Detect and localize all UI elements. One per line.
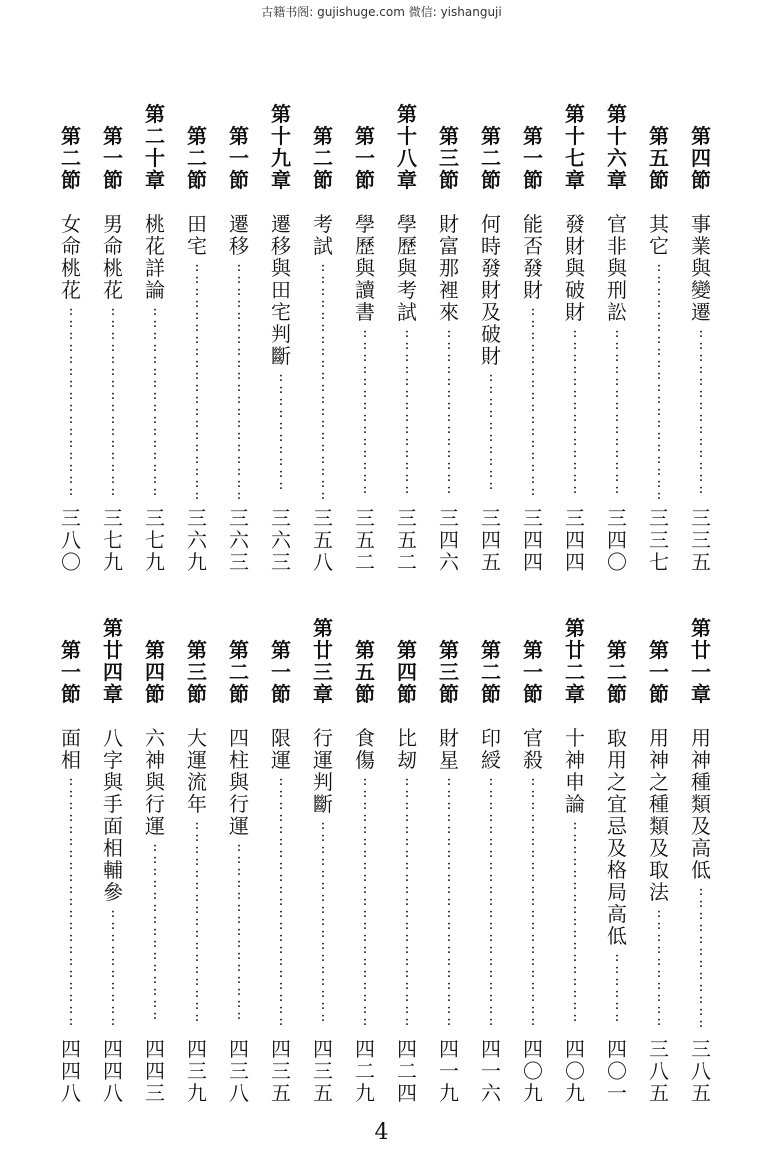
leader-dots: : : : : : : : : : :: [110, 907, 116, 1029]
toc-entry-label: 第 廿 一 章: [691, 616, 711, 706]
toc-entry-label: 第 二 節: [187, 124, 207, 192]
leader-dots: : : : : : : : : : : : : : : : : :: [572, 819, 578, 1025]
toc-entry-label: 第 一 節: [523, 124, 543, 192]
toc-entry-page: 四 四 八: [103, 1037, 123, 1105]
toc-entry[interactable]: [56, 617, 86, 1104]
toc-entry[interactable]: [266, 103, 296, 573]
toc-entry-title: 財 富 那 裡 來: [439, 212, 459, 324]
leader-dots: : : : : : : : : : : : : : : : : : : : : :: [446, 775, 452, 1029]
toc-entry-page: 三 六 三: [271, 506, 291, 574]
toc-entry-label: 第 一 節: [103, 124, 123, 192]
toc-entry-label: 第 二 節: [481, 638, 501, 706]
toc-entry-label: 第 一 節: [649, 638, 669, 706]
toc-entry-label: 第 二 節: [61, 124, 81, 192]
toc-entry-page: 四 〇 九: [565, 1037, 585, 1105]
toc-entry-page: 三 六 三: [229, 506, 249, 574]
leader-dots: : : : : : : : : : : : : : : :: [152, 841, 158, 1023]
toc-entry-title: 男 命 桃 花: [103, 212, 123, 302]
toc-entry-page: 四 一 九: [439, 1037, 459, 1105]
leader-dots: : : : : : : : : : : : : : : : : : : : : :: [488, 775, 494, 1029]
toc-entry-label: 第 廿 三 章: [313, 616, 333, 706]
toc-entry-label: 第 二 節: [313, 124, 333, 192]
toc-entry-title: 八 字 與 手 面 相 輔 參: [103, 726, 123, 904]
page-number: 4: [374, 1120, 389, 1145]
toc-entry[interactable]: [602, 617, 632, 1104]
toc-entry-label: 第 三 節: [187, 638, 207, 706]
toc-entry-title: 用 神 種 類 及 高 低: [691, 726, 711, 882]
leader-dots: : : : : : : : : : : : : : : : :: [68, 305, 74, 499]
toc-entry-label: 第 十 六 章: [607, 102, 627, 192]
toc-entry-label: 第 二 節: [481, 124, 501, 192]
toc-entry-title: 限 運: [271, 726, 291, 772]
toc-entry-title: 事 業 與 變 遷: [691, 212, 711, 324]
toc-entry-page: 三 六 九: [187, 506, 207, 574]
toc-entry-title: 能 否 發 財: [523, 212, 543, 302]
toc-entry-label: 第 五 節: [355, 638, 375, 706]
toc-entry-label: 第 三 節: [439, 124, 459, 192]
toc-entry[interactable]: [434, 103, 464, 573]
toc-entry[interactable]: [224, 617, 254, 1104]
leader-dots: : : : : : : : : : : : : : : : : : : : : :: [404, 775, 410, 1029]
toc-entry-label: 第 十 八 章: [397, 102, 417, 192]
toc-entry[interactable]: [140, 103, 170, 573]
toc-entry[interactable]: [224, 103, 254, 573]
toc-entry-page: 三 五 八: [313, 506, 333, 574]
toc-entry-label: 第 一 節: [229, 124, 249, 192]
toc-entry-page: 四 三 五: [271, 1037, 291, 1105]
toc-entry[interactable]: [308, 103, 338, 573]
toc-entry-page: 四 三 九: [187, 1037, 207, 1105]
leader-dots: : : : : : : : : : : : : : : : : : : : :: [320, 261, 326, 501]
toc-entry-page: 四 三 八: [229, 1037, 249, 1105]
leader-dots: : : : : : :: [614, 951, 620, 1025]
toc-entry-page: 三 四 〇: [607, 506, 627, 574]
toc-entry-label: 第 四 節: [397, 638, 417, 706]
toc-entry-title: 何 時 發 財 及 破 財: [481, 212, 501, 368]
toc-entry-title: 六 神 與 行 運: [145, 726, 165, 838]
leader-dots: : : : : : : : : : : : : : : : : : : : : :: [530, 775, 536, 1029]
leader-dots: : : : : : : : : : :: [656, 907, 662, 1029]
toc-entry-title: 面 相: [61, 726, 81, 772]
toc-entry-label: 第 十 七 章: [565, 102, 585, 192]
toc-entry[interactable]: [392, 103, 422, 573]
leader-dots: : : : : : : : : : : : : : : : :: [110, 305, 116, 499]
toc-entry-page: 三 四 五: [481, 506, 501, 574]
toc-entry-page: 三 七 九: [145, 506, 165, 574]
toc-entry-title: 田 宅: [187, 212, 207, 258]
toc-entry[interactable]: [644, 103, 674, 573]
toc-entry-page: 三 八 五: [649, 1037, 669, 1105]
toc-entry-title: 用 神 之 種 類 及 取 法: [649, 726, 669, 904]
leader-dots: : : : : : : : : : : : : : :: [572, 327, 578, 497]
toc-entry-page: 三 五 二: [355, 506, 375, 574]
toc-entry-title: 桃 花 詳 論: [145, 212, 165, 302]
toc-entry-page: 三 四 四: [523, 506, 543, 574]
toc-entry[interactable]: [392, 617, 422, 1104]
leader-dots: : : : : : : : : : : : : : : : : : : : : :: [278, 775, 284, 1029]
toc-entry-title: 財 星: [439, 726, 459, 772]
toc-entry-label: 第 一 節: [271, 638, 291, 706]
leader-dots: : : : : : : : : : : : : : :: [698, 327, 704, 497]
leader-dots: : : : : : : : : : : : : : : : : : : : : :: [362, 775, 368, 1029]
toc-entry-title: 印 綬: [481, 726, 501, 772]
toc-entry-page: 三 七 九: [103, 506, 123, 574]
toc-entry-label: 第 一 節: [355, 124, 375, 192]
toc-entry[interactable]: [560, 103, 590, 573]
toc-entry-page: 四 三 五: [313, 1037, 333, 1105]
toc-entry-title: 其 它: [649, 212, 669, 258]
leader-dots: : : : : : : : : : :: [278, 371, 284, 493]
toc-entry-title: 大 運 流 年: [187, 726, 207, 816]
toc-entry[interactable]: [350, 103, 380, 573]
toc-entry-page: 四 一 六: [481, 1037, 501, 1105]
toc-entry-label: 第 四 節: [145, 638, 165, 706]
toc-entry-title: 官 殺: [523, 726, 543, 772]
toc-entry-title: 遷 移: [229, 212, 249, 258]
toc-entry-label: 第 一 節: [61, 638, 81, 706]
toc-entry-page: 三 三 七: [649, 506, 669, 574]
toc-entry[interactable]: [560, 617, 590, 1104]
toc-entry-title: 考 試: [313, 212, 333, 258]
toc-entry-title: 取 用 之 宜 忌 及 格 局 高 低: [607, 726, 627, 948]
toc-entry[interactable]: [98, 103, 128, 573]
toc-entry-title: 比 刼: [397, 726, 417, 772]
toc-entry-page: 四 〇 一: [607, 1037, 627, 1105]
toc-block-top: [56, 103, 716, 573]
leader-dots: : : : : : : : : : : : : : : : : : : : :: [656, 261, 662, 501]
toc-entry-label: 第 二 節: [229, 638, 249, 706]
toc-entry[interactable]: [308, 617, 338, 1104]
toc-block-bottom: [56, 617, 716, 1104]
toc-entry[interactable]: [182, 617, 212, 1104]
leader-dots: : : : : : : : : : : : : : : : : :: [320, 819, 326, 1025]
toc-entry[interactable]: [98, 617, 128, 1104]
toc-entry-label: 第 五 節: [649, 124, 669, 192]
toc-entry-title: 四 柱 與 行 運: [229, 726, 249, 838]
watermark: 古籍书阁: gujishuge.com 微信: yishanguji: [261, 5, 502, 19]
toc-entry-page: 三 三 五: [691, 506, 711, 574]
leader-dots: : : : : : : : : : : : :: [698, 885, 704, 1031]
toc-entry-page: 四 二 九: [355, 1037, 375, 1105]
toc-entry-page: 三 五 二: [397, 506, 417, 574]
toc-entry-title: 行 運 判 斷: [313, 726, 333, 816]
leader-dots: : : : : : : : : : : : : : :: [362, 327, 368, 497]
toc-entry-page: 三 四 四: [565, 506, 585, 574]
toc-entry-label: 第 二 節: [607, 638, 627, 706]
toc-entry[interactable]: [182, 103, 212, 573]
toc-entry-page: 四 〇 九: [523, 1037, 543, 1105]
leader-dots: : : : : : : : : : : : : : :: [446, 327, 452, 497]
toc-entry-title: 遷 移 與 田 宅 判 斷: [271, 212, 291, 368]
leader-dots: : : : : : : : : : : : : : : : : : : : : :: [68, 775, 74, 1029]
toc-entry[interactable]: [644, 617, 674, 1104]
toc-entry[interactable]: [266, 617, 296, 1104]
leader-dots: : : : : : : : : : : : : : : : : :: [194, 819, 200, 1025]
toc-entry-label: 第 廿 二 章: [565, 616, 585, 706]
toc-entry-title: 官 非 與 刑 訟: [607, 212, 627, 324]
toc-entry[interactable]: [686, 103, 716, 573]
toc-entry-page: 四 四 三: [145, 1037, 165, 1105]
toc-entry[interactable]: [686, 617, 716, 1104]
leader-dots: : : : : : : : : : : : : : : :: [236, 841, 242, 1023]
toc-entry-title: 學 歷 與 考 試: [397, 212, 417, 324]
toc-entry-page: 三 八 〇: [61, 506, 81, 574]
toc-entry-page: 三 八 五: [691, 1037, 711, 1105]
toc-entry[interactable]: [140, 617, 170, 1104]
toc-entry-label: 第 二 十 章: [145, 102, 165, 192]
toc-entry[interactable]: [350, 617, 380, 1104]
toc-entry-title: 學 歷 與 讀 書: [355, 212, 375, 324]
toc-entry[interactable]: [518, 617, 548, 1104]
toc-entry[interactable]: [476, 617, 506, 1104]
leader-dots: : : : : : : : : : : : : : :: [614, 327, 620, 497]
toc-entry-label: 第 三 節: [439, 638, 459, 706]
toc-entry[interactable]: [56, 103, 86, 573]
toc-entry-title: 食 傷: [355, 726, 375, 772]
leader-dots: : : : : : : : : : : : : : :: [404, 327, 410, 497]
toc-entry-title: 發 財 與 破 財: [565, 212, 585, 324]
toc-entry[interactable]: [434, 617, 464, 1104]
toc-entry[interactable]: [476, 103, 506, 573]
toc-entry-page: 四 二 四: [397, 1037, 417, 1105]
leader-dots: : : : : : : : : : : : : : : : :: [152, 305, 158, 499]
toc-entry[interactable]: [518, 103, 548, 573]
toc-entry[interactable]: [602, 103, 632, 573]
leader-dots: : : : : : : : : : : : : : : : :: [530, 305, 536, 499]
toc-entry-page: 四 四 八: [61, 1037, 81, 1105]
toc-entry-label: 第 一 節: [523, 638, 543, 706]
leader-dots: : : : : : : : : : : : : : : : : : : : :: [236, 261, 242, 501]
toc-entry-label: 第 十 九 章: [271, 102, 291, 192]
toc-entry-page: 三 四 六: [439, 506, 459, 574]
leader-dots: : : : : : : : : : : : : : : : : : : : :: [194, 261, 200, 501]
toc-entry-title: 十 神 申 論: [565, 726, 585, 816]
toc-entry-label: 第 廿 四 章: [103, 616, 123, 706]
toc-entry-label: 第 四 節: [691, 124, 711, 192]
leader-dots: : : : : : : : : : :: [488, 371, 494, 493]
toc-entry-title: 女 命 桃 花: [61, 212, 81, 302]
